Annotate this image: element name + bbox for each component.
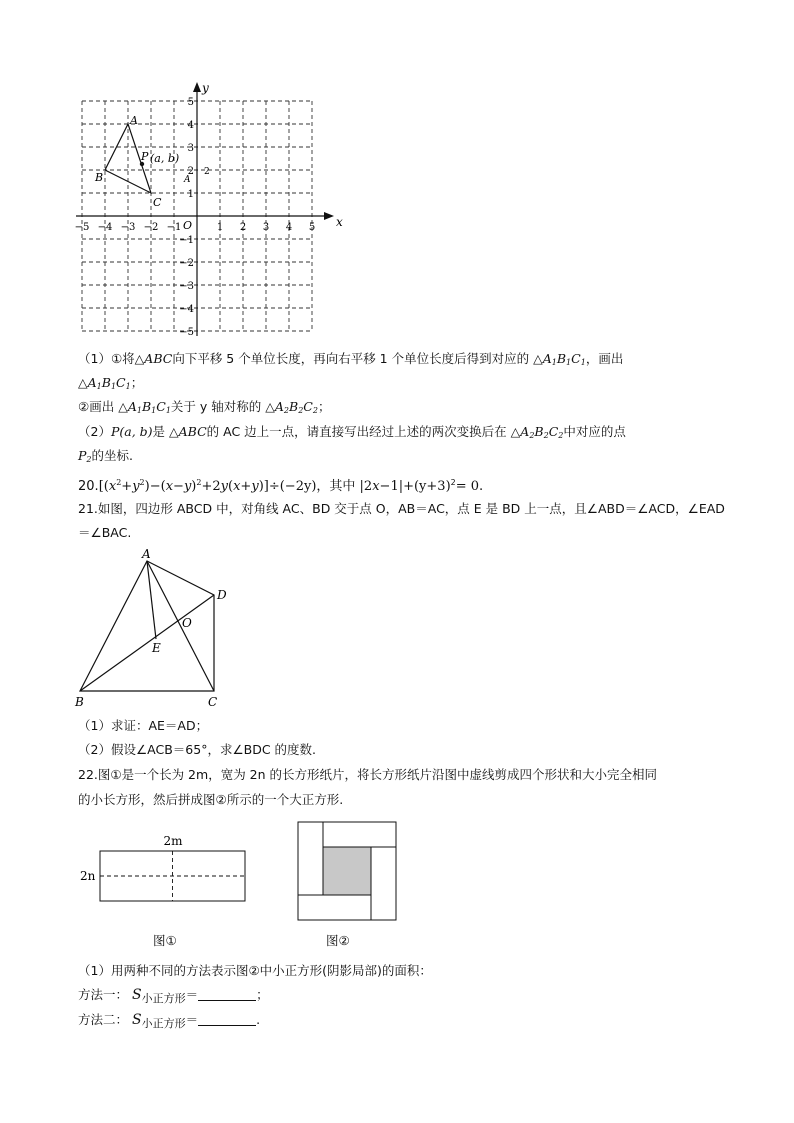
x-tick: 5 (308, 222, 316, 233)
point-o-label: O (182, 616, 192, 630)
area-subscript: 小正方形 (141, 1017, 186, 1030)
y-tick: −1 (179, 235, 194, 246)
q20-expression-tail: ÷(−2y) (268, 479, 317, 494)
segment-ae (147, 561, 156, 639)
x-axis-label: x (336, 215, 343, 229)
equals-sign: ＝ (185, 1012, 199, 1027)
y-axis-arrow (193, 82, 201, 92)
x-tick: −1 (166, 222, 182, 233)
y-axis-label: y (202, 81, 209, 95)
method-label: 方法一： (78, 987, 129, 1002)
vertex-c-label: C (153, 196, 162, 209)
x-tick: −4 (97, 222, 113, 233)
vertex-d-label: D (217, 588, 227, 602)
q21-sub-2: （2）假设∠ACB＝65°，求∠BDC 的度数. (78, 742, 317, 757)
y-tick: 3 (187, 143, 194, 154)
point-e-label: E (152, 641, 161, 655)
q19-text: （1）①将 (78, 351, 135, 366)
y-tick: −2 (179, 258, 194, 269)
q20-number: 20. (78, 479, 99, 494)
q20-condition-end: = 0. (455, 479, 484, 494)
q19-text: 的 AC 边上一点，请直接写出经过上述的两次变换后在 (206, 424, 507, 439)
q19-text: 向下平移 5 个单位长度，再向右平移 1 个单位长度后得到对应的 (172, 351, 530, 366)
stray-a-label: A (184, 175, 191, 185)
area-subscript: 小正方形 (141, 992, 186, 1005)
quadrilateral-abcd (80, 561, 214, 691)
axes (76, 88, 328, 336)
q19-text: ； (317, 399, 331, 414)
q22-line-1: 22.图①是一个长为 2m，宽为 2n 的长方形纸片，将长方形纸片沿图中虚线剪成四个形状和大小完全相同 (78, 767, 658, 782)
q19-line-5: $P_2$的坐标. (78, 448, 133, 464)
vertex-a-label: A (142, 547, 151, 561)
q20-text: ，其中 (316, 479, 356, 494)
q20-condition-mid: +(y+3) (403, 479, 451, 494)
q19-line-4: （2）P(a, b)是 △ABC的 AC 边上一点，请直接写出经过上述的两次变换后在 $\triangle A_2B_2C_2$中对应的点 (78, 424, 626, 440)
x-tick: 1 (216, 222, 224, 233)
diagonal-ac (147, 561, 214, 691)
area-symbol: S (132, 987, 142, 1003)
y-tick: −5 (179, 327, 194, 338)
q20-expression: $[(x^2+y^2)-(x-y)^2+2y(x+y)]$ (98, 478, 269, 494)
y-tick: 2 (187, 166, 194, 177)
q19-text: 中对应的点 (563, 424, 626, 439)
coordinate-grid-figure (70, 78, 350, 340)
stray-2-label: 2 (204, 167, 210, 177)
y-tick-labels (179, 97, 194, 338)
point-p-label: P (141, 150, 149, 163)
q19-text: 的坐标. (91, 448, 133, 463)
q20-line: $20.[(x^2+y^2)-(x-y)^2+2y(x+y)]\div(-2y)$，其中 $|2x-1|+(y+3)^2= 0$. (78, 478, 484, 494)
y-tick: 4 (187, 120, 194, 131)
q19-text: 关于 y 轴对称的 (170, 399, 262, 414)
q19-text: ②画出 (78, 399, 115, 414)
quadrilateral-figure (72, 545, 242, 713)
caption-figure-2: 图② (326, 933, 350, 948)
x-axis-arrow (324, 212, 334, 220)
origin-label: O (183, 219, 193, 232)
x-tick: −3 (120, 222, 136, 233)
q19-line-1: （1）①将​△ABC向下平移 5 个单位长度，再向右平移 1 个单位长度后得到对应的 $\triangle A_1B_1C_1$，画出 (78, 351, 624, 367)
q19-text: ； (130, 375, 144, 390)
q22-method-2 (78, 1011, 260, 1033)
vertex-b-label: B (75, 695, 84, 709)
vertex-c-label: C (208, 695, 218, 709)
q22-method-1 (78, 986, 269, 1008)
caption-figure-1: 图① (153, 933, 177, 948)
y-tick: −4 (179, 304, 194, 315)
q21-sub-1: （1）求证：AE＝AD； (78, 718, 209, 733)
equals-sign: ＝ (185, 987, 199, 1002)
y-tick: 1 (187, 189, 194, 200)
method-label: 方法二： (78, 1012, 129, 1027)
q21-line-2: ＝∠BAC. (78, 525, 132, 540)
x-tick-labels (75, 222, 316, 233)
q19-text: 是 (152, 424, 166, 439)
y-tick: 5 (187, 97, 194, 108)
vertex-b-label: B (95, 171, 104, 184)
x-tick: 4 (285, 222, 293, 233)
punctuation: ； (256, 987, 269, 1002)
punctuation: . (256, 1012, 261, 1027)
q20-condition: |2x−1| (359, 479, 404, 494)
point-p-coord-label: (a, b) (150, 152, 180, 165)
x-tick: 3 (262, 222, 270, 233)
y-tick: −3 (179, 281, 194, 292)
square-figure-2 (296, 820, 400, 924)
point-notation: P(a, b) (110, 424, 153, 439)
rectangle-figure-1 (76, 828, 252, 906)
diagonal-bd (80, 595, 214, 691)
small-square-shaded (323, 847, 371, 895)
q22-sub-1: （1）用两种不同的方法表示图②中小正方形(阴影局部)的面积： (78, 963, 432, 978)
answer-blank-2[interactable] (198, 1012, 256, 1026)
width-label: 2m (163, 834, 183, 848)
triangle-name: ABC (144, 351, 173, 366)
q19-text: （2） (78, 424, 111, 439)
x-tick: −2 (143, 222, 159, 233)
q19-line-2: $\triangle A_1B_1C_1$； (78, 375, 144, 391)
q19-text: ，画出 (585, 351, 624, 366)
q21-line-1: 21.如图，四边形 ABCD 中，对角线 AC、BD 交于点 O，AB＝AC，点 E 是 BD 上一点，且∠ABD＝∠ACD，∠EAD (78, 501, 725, 516)
area-symbol: S (132, 1012, 142, 1028)
q19-line-3: ②画出 $\triangle A_1B_1C_1$关于 y 轴对称的 $\triangle A_2B_2C_2$； (78, 399, 331, 415)
height-label: 2n (80, 869, 96, 883)
x-tick: 2 (239, 222, 247, 233)
x-tick: −5 (74, 222, 90, 233)
answer-blank-1[interactable] (198, 987, 256, 1001)
vertex-a-label: A (130, 114, 138, 127)
q22-line-2: 的小长方形，然后拼成图②所示的一个大正方形. (78, 792, 344, 807)
